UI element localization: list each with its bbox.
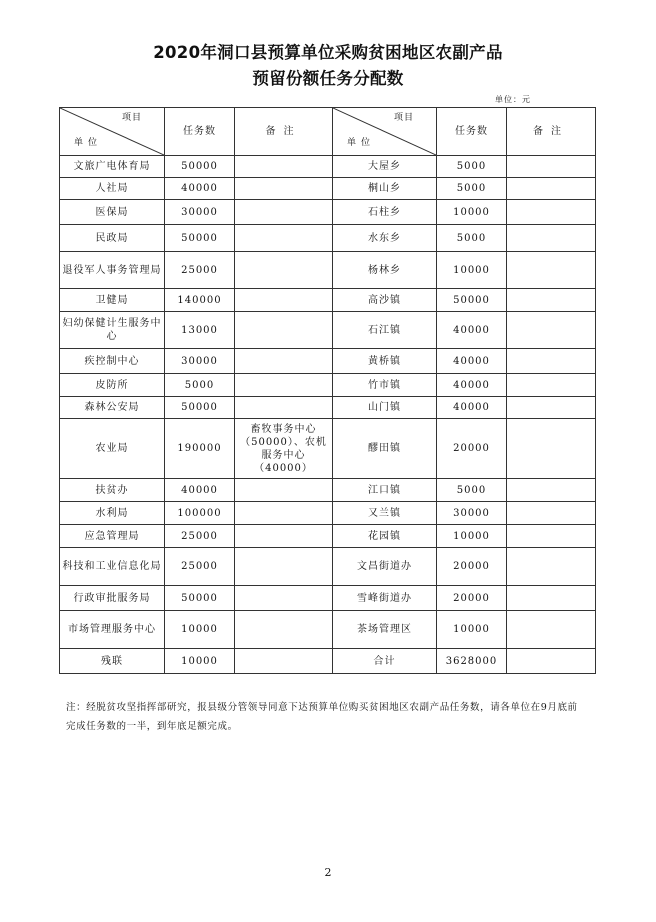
right-unit-cell: 大屋乡 [333,156,437,178]
right-unit-cell: 茶场管理区 [333,611,437,649]
right-task-cell: 30000 [437,502,507,525]
right-task-cell: 20000 [437,586,507,611]
left-remark-cell [235,525,333,548]
table-row [60,548,596,586]
left-task-cell: 50000 [165,225,235,252]
right-task-cell: 5000 [437,225,507,252]
title-line-2: 预留份额任务分配数 [252,69,404,88]
right-task-cell: 20000 [437,548,507,586]
left-task-cell: 140000 [165,289,235,312]
header-item-label: 项目 [121,113,142,123]
left-remark-cell: 畜牧事务中心（50000）、农机服务中心（40000） [235,419,333,479]
footnote: 注：经脱贫攻坚指挥部研究，报县级分管领导同意下达预算单位购买贫困地区农副产品任务数，请各单位在9月底前完成任务数的一半，到年底足额完成。 [66,702,578,732]
left-task-cell: 30000 [165,349,235,374]
right-task-cell: 5000 [437,178,507,200]
left-unit-cell: 疾控制中心 [60,349,165,374]
right-unit-cell: 又兰镇 [333,502,437,525]
right-task-cell: 40000 [437,312,507,349]
right-remark-cell [507,649,596,674]
left-unit-cell: 行政审批服务局 [60,586,165,611]
left-task-cell: 50000 [165,397,235,419]
table-row [60,374,596,397]
left-unit-cell: 妇幼保健计生服务中心 [60,312,165,349]
left-unit-cell: 应急管理局 [60,525,165,548]
right-task-cell: 10000 [437,200,507,225]
right-remark-cell [507,349,596,374]
table-row [60,397,596,419]
left-unit-cell: 残联 [60,649,165,674]
right-unit-cell: 花园镇 [333,525,437,548]
left-task-cell: 100000 [165,502,235,525]
right-unit-cell: 杨林乡 [333,252,437,289]
right-task-cell: 3628000 [437,649,507,674]
right-unit-cell: 石柱乡 [333,200,437,225]
left-task-cell: 40000 [165,479,235,502]
table-row [60,502,596,525]
right-remark-cell [507,225,596,252]
left-task-cell: 50000 [165,586,235,611]
right-task-cell: 5000 [437,156,507,178]
left-unit-cell: 森林公安局 [60,397,165,419]
right-task-cell: 10000 [437,525,507,548]
left-task-cell: 25000 [165,525,235,548]
right-remark-cell [507,479,596,502]
right-task-cell: 40000 [437,349,507,374]
right-unit-cell: 醪田镇 [333,419,437,479]
left-task-cell: 10000 [165,611,235,649]
left-remark-cell [235,397,333,419]
right-unit-cell: 竹市镇 [333,374,437,397]
left-remark-cell [235,479,333,502]
right-unit-cell: 水东乡 [333,225,437,252]
left-unit-cell: 皮防所 [60,374,165,397]
diagonal-header-cell-left [60,108,165,156]
left-unit-cell: 民政局 [60,225,165,252]
header-unit-label: 单位 [347,138,376,148]
right-unit-cell: 雪峰街道办 [333,586,437,611]
header-item-label: 项目 [393,113,414,123]
right-remark-cell [507,312,596,349]
right-remark-cell [507,200,596,225]
table-row [60,178,596,200]
table-row [60,349,596,374]
left-unit-cell: 扶贫办 [60,479,165,502]
left-remark-cell [235,548,333,586]
header-unit-label: 单位 [74,138,103,148]
left-task-cell: 25000 [165,252,235,289]
left-task-cell: 13000 [165,312,235,349]
left-task-cell: 25000 [165,548,235,586]
diagonal-header-cell-right [333,108,437,156]
left-remark-cell [235,200,333,225]
table-row [60,586,596,611]
right-remark-cell [507,252,596,289]
left-unit-cell: 医保局 [60,200,165,225]
left-unit-cell: 卫健局 [60,289,165,312]
right-task-cell: 20000 [437,419,507,479]
table-row [60,312,596,349]
left-unit-cell: 农业局 [60,419,165,479]
left-remark-cell [235,649,333,674]
right-unit-cell: 桐山乡 [333,178,437,200]
left-task-cell: 50000 [165,156,235,178]
right-remark-cell [507,419,596,479]
right-remark-cell [507,548,596,586]
table-row [60,289,596,312]
unit-note: 单位：元 [495,95,531,104]
header-remark-label: 备注 [507,108,596,156]
right-task-cell: 10000 [437,611,507,649]
right-remark-cell [507,156,596,178]
right-unit-cell: 合计 [333,649,437,674]
left-unit-cell: 科技和工业信息化局 [60,548,165,586]
table-row [60,225,596,252]
right-remark-cell [507,502,596,525]
table-row [60,252,596,289]
left-remark-cell [235,289,333,312]
table-row [60,419,596,479]
table-row [60,200,596,225]
left-task-cell: 40000 [165,178,235,200]
left-unit-cell: 市场管理服务中心 [60,611,165,649]
right-task-cell: 40000 [437,374,507,397]
left-unit-cell: 水利局 [60,502,165,525]
right-task-cell: 5000 [437,479,507,502]
right-remark-cell [507,397,596,419]
left-task-cell: 5000 [165,374,235,397]
header-task-label: 任务数 [165,108,235,156]
page-number: 2 [324,866,332,879]
left-task-cell: 30000 [165,200,235,225]
table-row [60,156,596,178]
left-unit-cell: 退役军人事务管理局 [60,252,165,289]
right-unit-cell: 文昌街道办 [333,548,437,586]
left-remark-cell [235,156,333,178]
left-remark-cell [235,252,333,289]
right-remark-cell [507,611,596,649]
left-remark-cell [235,312,333,349]
left-unit-cell: 人社局 [60,178,165,200]
right-remark-cell [507,586,596,611]
header-task-label: 任务数 [437,108,507,156]
header-row [60,108,596,156]
right-unit-cell: 石江镇 [333,312,437,349]
allocation-table [59,107,596,674]
left-remark-cell [235,178,333,200]
left-remark-cell [235,225,333,252]
title-line-1: 2020年洞口县预算单位采购贫困地区农副产品 [153,43,503,62]
left-unit-cell: 文旅广电体育局 [60,156,165,178]
left-task-cell: 190000 [165,419,235,479]
right-remark-cell [507,374,596,397]
right-unit-cell: 山门镇 [333,397,437,419]
right-unit-cell: 黄桥镇 [333,349,437,374]
right-task-cell: 10000 [437,252,507,289]
header-remark-label: 备注 [235,108,333,156]
table-row [60,525,596,548]
right-unit-cell: 江口镇 [333,479,437,502]
left-remark-cell [235,611,333,649]
right-remark-cell [507,525,596,548]
right-remark-cell [507,289,596,312]
right-unit-cell: 高沙镇 [333,289,437,312]
left-remark-cell [235,374,333,397]
left-remark-cell [235,349,333,374]
right-task-cell: 50000 [437,289,507,312]
table-row [60,649,596,674]
table-row [60,611,596,649]
right-task-cell: 40000 [437,397,507,419]
left-remark-cell [235,586,333,611]
left-remark-cell [235,502,333,525]
allocation-table-body [60,108,596,674]
right-remark-cell [507,178,596,200]
table-row [60,479,596,502]
document-title [0,40,656,92]
left-task-cell: 10000 [165,649,235,674]
